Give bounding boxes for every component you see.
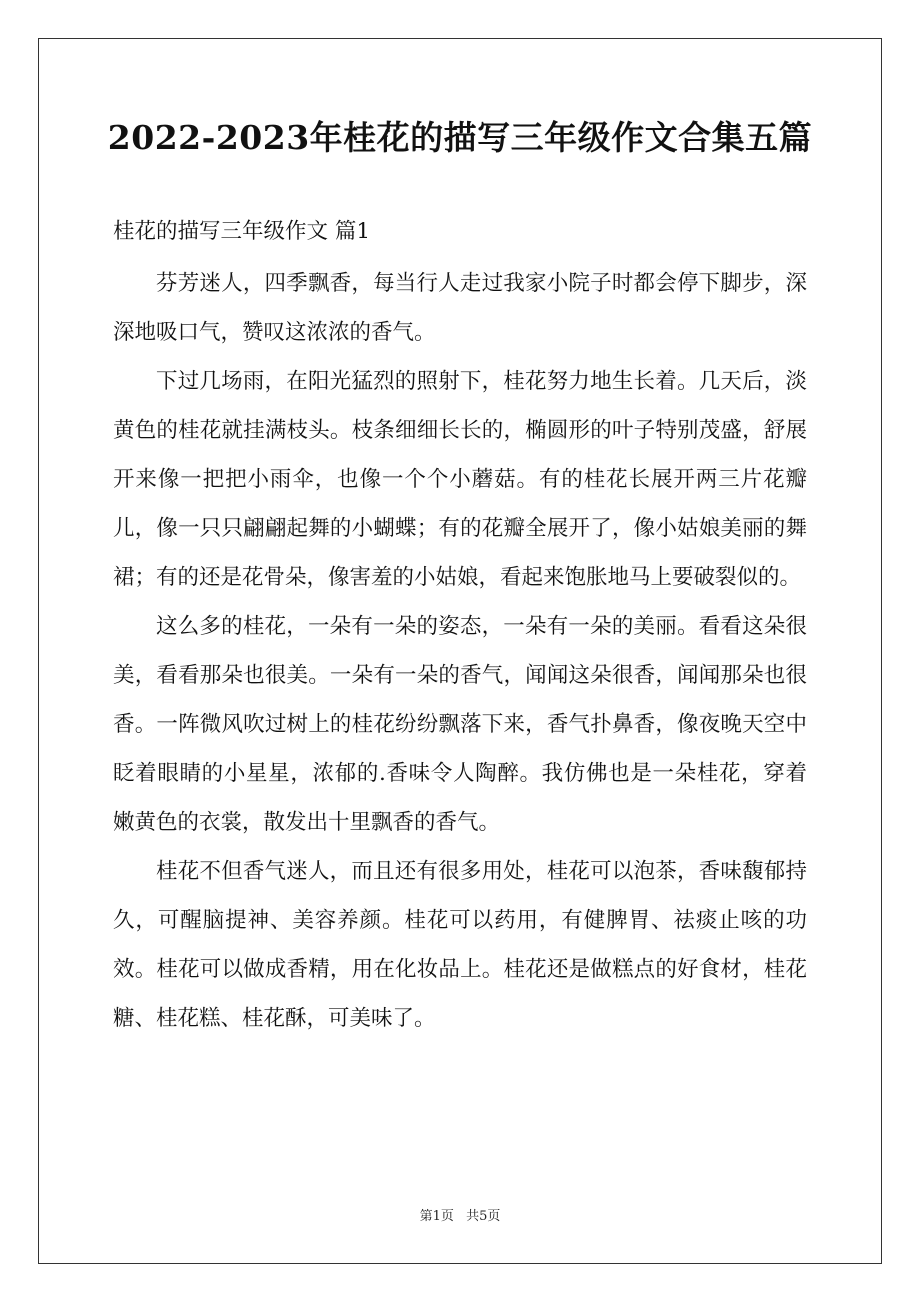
document-title: 2022-2023年桂花的描写三年级作文合集五篇: [107, 118, 813, 157]
page-number-current: 第1页: [419, 1209, 454, 1224]
section-heading: 桂花的描写三年级作文 篇1: [113, 219, 371, 244]
page-footer: [0, 1205, 920, 1224]
paragraph-3: 这么多的桂花，一朵有一朵的姿态，一朵有一朵的美丽。看看这朵很美，看看那朵也很美。一朵有一朵的香气，闻闻这朵很香，闻闻那朵也很香。一阵微风吹过树上的桂花纷纷飘落下来，香气扑鼻香，像夜晚天空中眨着眼睛的小星星，浓郁的.香味令人陶醉。我仿佛也是一朵桂花，穿着嫩黄色的衣裳，散发出十里飘香的香气。: [113, 614, 807, 835]
paragraph-1: 芬芳迷人，四季飘香，每当行人走过我家小院子时都会停下脚步，深深地吸口气，赞叹这浓浓的香气。: [113, 271, 807, 345]
paragraph-4: 桂花不但香气迷人，而且还有很多用处，桂花可以泡茶，香味馥郁持久，可醒脑提神、美容养颜。桂花可以药用，有健脾胃、祛痰止咳的功效。桂花可以做成香精，用在化妆品上。桂花还是做糕点的好食材，桂花糖、桂花糕、桂花酥，可美味了。: [113, 859, 807, 1031]
document-body: [113, 214, 807, 1043]
paragraph-2: 下过几场雨，在阳光猛烈的照射下，桂花努力地生长着。几天后，淡黄色的桂花就挂满枝头。枝条细细长长的，椭圆形的叶子特别茂盛，舒展开来像一把把小雨伞，也像一个个小蘑菇。有的桂花长展开两三片花瓣儿，像一只只翩翩起舞的小蝴蝶；有的花瓣全展开了，像小姑娘美丽的舞裙；有的还是花骨朵，像害羞的小姑娘，看起来饱胀地马上要破裂似的。: [113, 369, 807, 590]
page-number-total: 共5页: [466, 1209, 501, 1224]
